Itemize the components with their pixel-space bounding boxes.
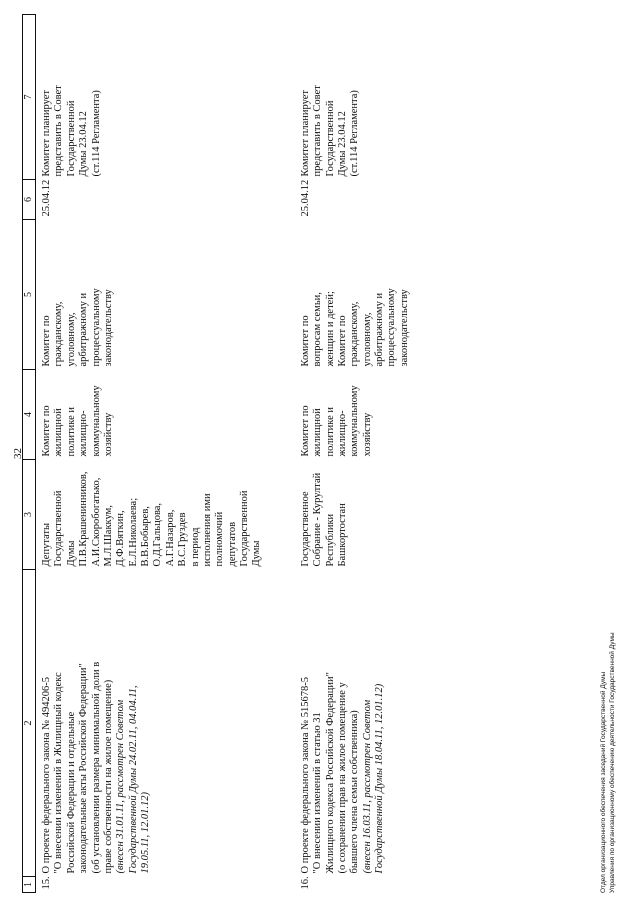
committee-line: Комитет по — [299, 405, 311, 457]
co-committee-line: гражданскому, — [349, 301, 361, 367]
plan-line: Комитет планирует — [299, 90, 311, 177]
initiator-line: В.В.Бобырев, — [140, 506, 151, 567]
title-line: законодательные акты Российской Федерации" — [78, 663, 90, 874]
title-line: (об установлении размера минимальной доли в — [90, 661, 102, 874]
plan-line: представить в Совет — [312, 85, 324, 177]
committee-line: жилищно- — [78, 410, 90, 457]
bills-table — [22, 14, 417, 893]
initiator-cell — [295, 460, 417, 570]
co-committee-line: женщин и детей; — [324, 291, 336, 367]
table-row — [295, 15, 417, 893]
co-committee-cell — [36, 220, 270, 370]
title-line: Жилищного кодекса Российской Федерации" — [324, 672, 336, 874]
bill-title-cell — [36, 570, 270, 877]
plan-line: Государственной — [324, 100, 336, 177]
title-line: праве собственности на жилое помещение) — [102, 679, 114, 874]
initiator-line: полномочий — [214, 511, 226, 567]
initiator-line: А.И.Скоробогатько, — [90, 477, 102, 567]
initiator-line: В.С.Груздев — [177, 512, 189, 567]
initiator-line: М.Л.Шаккум, — [102, 505, 114, 567]
column-header: 5 — [23, 220, 36, 370]
title-line: (о сохранении прав на жилое помещение у — [336, 682, 348, 874]
note-line: (внесен 31.01.11, рассмотрен Советом — [115, 699, 127, 874]
column-header: 7 — [23, 15, 36, 180]
title-line: О проекте федерального закона № 515678-5 — [299, 676, 311, 874]
initiator-line: А.Г.Назаров, — [164, 509, 176, 567]
title-line: "О внесении изменений в Жилищный кодекс — [53, 672, 65, 874]
note-line: Государственной Думы 24.02.11, 04.04.11, — [127, 685, 139, 874]
date-cell: 25.04.12 — [41, 179, 52, 217]
initiator-line: Башкортостан — [336, 503, 348, 567]
note-line: (внесен 16.03.11, рассмотрен Советом — [361, 699, 373, 874]
title-line: бывшего члена семьи собственника) — [349, 710, 361, 874]
initiator-line: Собрание - Курултай — [312, 472, 324, 567]
plan-cell — [295, 15, 417, 180]
note-line: Государственной Думы 18.04.11, 12.01.12) — [374, 683, 385, 874]
plan-line: представить в Совет — [53, 85, 65, 177]
committee-cell — [295, 370, 417, 460]
date-cell: 25.04.12 — [299, 179, 311, 217]
co-committee-line: уголовному, — [361, 312, 373, 367]
row-number: 15. — [41, 876, 52, 890]
initiator-line: Е.Л.Николаева; — [127, 497, 139, 567]
initiator-line: Республики — [324, 513, 336, 567]
column-header: 4 — [23, 370, 36, 460]
initiator-line: Государственной — [53, 490, 65, 567]
plan-line: Думы 23.04.12 — [78, 111, 90, 177]
committee-cell — [36, 370, 270, 460]
table-row — [36, 15, 270, 893]
column-header: 3 — [23, 460, 36, 570]
initiator-line: в период — [189, 527, 201, 567]
column-header: 1 — [23, 877, 36, 893]
footer — [600, 632, 618, 893]
co-committee-line: вопросам семьи, — [312, 292, 324, 367]
committee-line: хозяйству — [102, 412, 114, 457]
committee-line: политике и — [65, 406, 77, 457]
note-line: 19.05.11, 12.01.12) — [140, 792, 151, 874]
footer-line: Управления по организационному обеспечению деятельности Государственной Думы — [608, 632, 616, 893]
co-committee-cell — [295, 220, 417, 370]
page-number: 32 — [12, 448, 24, 459]
plan-line: Думы 23.04.12 — [336, 111, 348, 177]
committee-line: коммунальному — [349, 385, 361, 457]
committee-line: коммунальному — [90, 385, 102, 457]
plan-line: Комитет планирует — [41, 90, 52, 177]
initiator-line: Думы — [251, 540, 263, 567]
committee-line: политике и — [324, 406, 336, 457]
committee-line: хозяйству — [361, 412, 373, 457]
plan-line: (ст.114 Регламента) — [90, 90, 102, 177]
initiator-line: П.В.Крашенинников, — [78, 471, 90, 567]
spacer-cell — [270, 15, 295, 893]
initiator-line: Думы — [65, 540, 77, 567]
initiator-cell — [36, 460, 270, 570]
co-committee-line: арбитражному и — [374, 292, 385, 367]
co-committee-line: процессуальному — [386, 288, 398, 367]
co-committee-line: Комитет по — [41, 315, 52, 367]
co-committee-line: гражданскому, — [53, 301, 65, 367]
column-header: 6 — [23, 180, 36, 220]
co-committee-line: законодательству — [102, 289, 114, 367]
bill-title-cell — [295, 570, 417, 877]
title-line: О проекте федерального закона № 494206-5 — [41, 676, 52, 874]
header-row — [23, 15, 36, 893]
committee-line: Комитет по — [41, 405, 52, 457]
co-committee-line: Комитет по — [299, 315, 311, 367]
initiator-line: Д.Ф.Вяткин, — [115, 510, 127, 567]
initiator-line: О.Д.Гальцова, — [152, 502, 164, 567]
co-committee-line: арбитражному и — [78, 292, 90, 367]
row-spacer — [270, 15, 295, 893]
co-committee-line: законодательству — [398, 289, 410, 367]
plan-line: Государственной — [65, 100, 77, 177]
initiator-line: депутатов — [226, 521, 238, 567]
title-line: "О внесении изменений в статью 31 — [312, 712, 324, 874]
committee-line: жилищной — [312, 408, 324, 457]
initiator-line: Депутаты — [41, 522, 52, 567]
plan-line: (ст.114 Регламента) — [349, 90, 361, 177]
initiator-line: Государственное — [299, 491, 311, 567]
committee-line: жилищной — [53, 408, 65, 457]
footer-line: Отдел организационного обеспечения заседаний Государственной Думы — [600, 671, 607, 893]
co-committee-line: Комитет по — [336, 315, 348, 367]
column-header: 2 — [23, 570, 36, 877]
title-line: Российской Федерации и отдельные — [65, 711, 77, 874]
co-committee-line: уголовному, — [65, 312, 77, 367]
committee-line: жилищно- — [336, 410, 348, 457]
initiator-line: Государственной — [239, 490, 250, 567]
plan-cell — [36, 15, 270, 180]
co-committee-line: процессуальному — [90, 288, 102, 367]
row-number: 16. — [299, 876, 311, 890]
initiator-line: исполнения ими — [201, 493, 213, 567]
